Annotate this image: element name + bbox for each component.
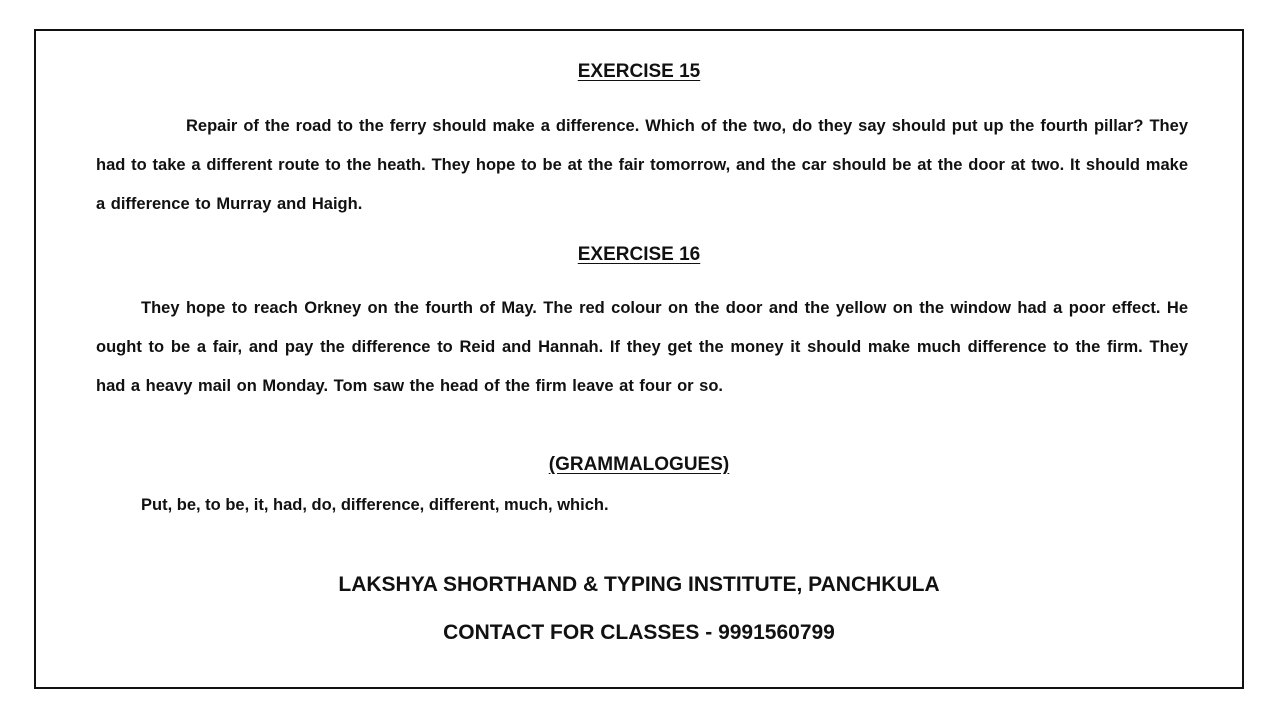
institute-name: LAKSHYA SHORTHAND & TYPING INSTITUTE, PANCHKULA (338, 573, 940, 596)
exercise-16-paragraph: They hope to reach Orkney on the fourth of May. The red colour on the door and the yellow on the window had a poor effect. He ought to be a fair, and pay the difference to Reid and Hannah. If they get the money it should make much difference to the firm. They had a heavy mail on Monday. Tom saw the head of the firm leave at four or so. (96, 299, 1188, 395)
grammalogues-list: Put, be, to be, it, had, do, difference, different, much, which. (141, 496, 609, 514)
contact-line: CONTACT FOR CLASSES - 9991560799 (443, 621, 835, 644)
page-border (34, 29, 1244, 689)
grammalogues-heading: (GRAMMALOGUES) (548, 454, 730, 475)
exercise-15-paragraph: Repair of the road to the ferry should make a difference. Which of the two, do they say should put up the fourth pillar? They had to take a different route to the heath. They hope to be at the fair tomorrow, and the car should be at the door at two. It should make a difference to Murray and Haigh. (96, 117, 1188, 213)
exercise-15-heading: EXERCISE 15 (577, 61, 701, 82)
exercise-16-heading: EXERCISE 16 (577, 244, 701, 265)
